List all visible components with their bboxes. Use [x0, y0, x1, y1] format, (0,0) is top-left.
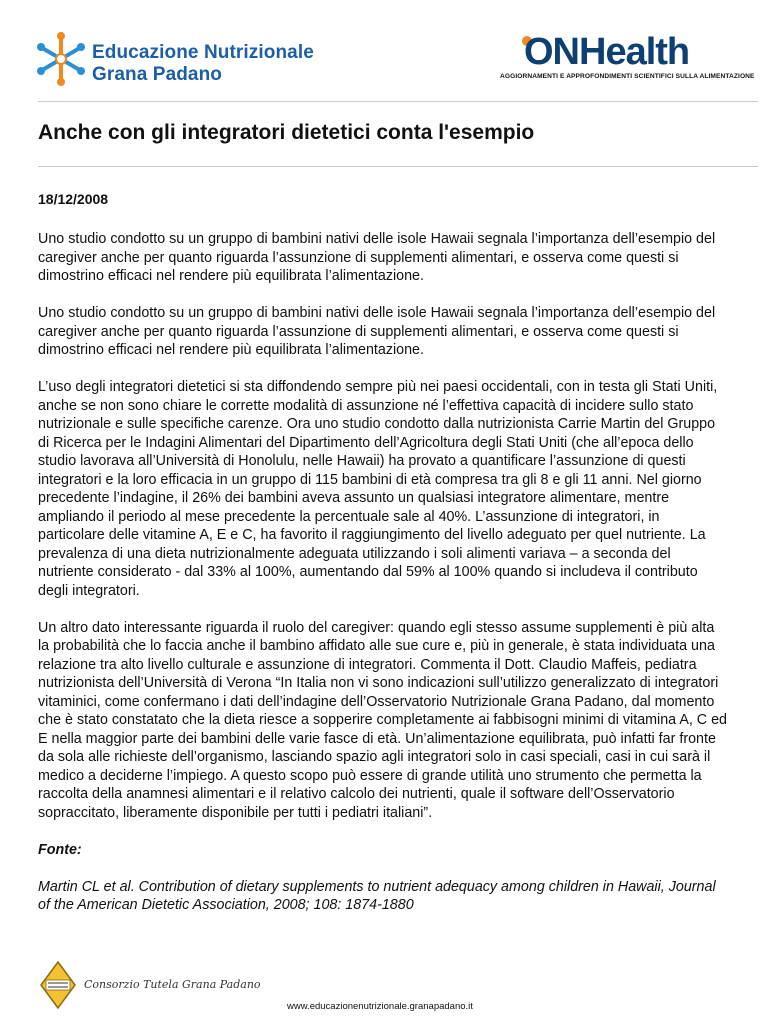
- source-label: Fonte:: [38, 841, 82, 858]
- consorzio-name: Consorzio Tutela Grana Padano: [84, 978, 261, 991]
- paragraph: L’uso degli integratori dietetici si sta diffondendo sempre più nei paesi occidentali, con in testa gli Stati Uniti, anche se non sono chiare le corrette modalità di assunzione né l’effettiva capacità di incidere sullo stato nutrizionale e sulle specifiche carenze. Ora uno studio condotto dalla nutrizionista Carrie Martin del Gruppo di Ricerca per le Indagini Alimentari del Dipartimento dell’Agricoltura degli Stati Uniti (che all’epoca dello studio lavorava all’Università di Honolulu, nelle Hawaii) ha provato a quantificare l’assunzione di questi integratori e la loro efficacia in un gruppo di 115 bambini di età compresa tra gli 8 e gli 11 anni. Nel giorno precedente l’indagine, il 26% dei bambini aveva assunto un qualsiasi integratore alimentare, mentre ampliando il periodo al mese precedente la percentuale sale al 40%. L’assunzione di integratori, in particolare delle vitamine A, E e C, ha favorito il raggiungimento del livello adeguato per quel nutriente. La prevalenza di una dieta nutrizionalmente adeguata utilizzando i soli alimenti variava – a seconda del nutriente considerato - dal 33% al 100%, aumentando dal 59% al 100% quando si includeva il contributo degli integratori.: [38, 379, 718, 599]
- paragraph: Uno studio condotto su un gruppo di bambini nativi delle isole Hawaii segnala l’importanza dell’esempio del caregiver anche per quanto riguarda l’assunzione di supplementi alimentari, e osserva come questi si dimostrino efficaci nel rendere più equilibrata l’alimentazione.: [38, 231, 716, 284]
- source-citation: Martin CL et al. Contribution of dietary supplements to nutrient adequacy among children in Hawaii, Journal of the American Dietetic Association, 2008; 108: 1874-1880: [38, 878, 716, 913]
- onhealth-on: ON: [524, 31, 579, 73]
- header: [0, 0, 769, 100]
- onhealth-tagline: AGGIORNAMENTI E APPROFONDIMENTI SCIENTIFICI SULLA ALIMENTAZIONE: [500, 73, 755, 80]
- footer-url[interactable]: www.educazionenutrizionale.granapadano.it: [287, 1001, 473, 1012]
- snowflake-people-icon: [36, 30, 86, 88]
- onhealth-health: Health: [579, 31, 690, 73]
- brand-name-line1: Educazione Nutrizionale: [92, 42, 314, 63]
- paragraph: Uno studio condotto su un gruppo di bambini nativi delle isole Hawaii segnala l’importanza dell’esempio del caregiver anche per quanto riguarda l’assunzione di supplementi alimentari, e osserva come questi si dimostrino efficaci nel rendere più equilibrata l’alimentazione.: [38, 305, 716, 358]
- title-divider: [38, 166, 758, 167]
- article-body: [38, 230, 728, 933]
- article-date: 18/12/2008: [38, 191, 109, 207]
- grana-padano-consorzio-logo[interactable]: [38, 960, 261, 1010]
- paragraph: Un altro dato interessante riguarda il ruolo del caregiver: quando egli stesso assume supplementi è più alta la probabilità che lo faccia anche il bambino affidato alle sue cure e, più in generale, è stata individuata una relazione tra alto livello culturale e assunzione di integratori. Commenta il Dott. Claudio Maffeis, pediatra nutrizionista dell’Università di Verona “In Italia non vi sono indicazioni sull’utilizzo generalizzato di integratori vitaminici, come confermano i dati dell’indagine dell’Osservatorio Nutrizionale Grana Padano, dal momento che è stato constatato che la dieta riesce a sopperire completamente ai fabbisogni minimi di vitamina A, C ed E nella maggior parte dei bambini delle varie fasce di età. Un’alimentazione equilibrata, può infatti far fronte da sola alle richieste dell’organismo, lasciando spazio agli integratori solo in casi speciali, casi in cui sarà il medico a deciderne l’impiego. A questo scopo può essere di grande utilità uno strumento che permetta la raccolta della anamnesi alimentari e il relativo calcolo dei nutrienti, quale il software dell’Osservatorio sopraccitato, liberamente disponibile per tutti i pediatri italiani”.: [38, 619, 728, 821]
- article-title: Anche con gli integratori dietetici conta l'esempio: [38, 121, 535, 144]
- header-divider: [38, 101, 758, 102]
- brand-name-line2: Grana Padano: [92, 64, 223, 85]
- onhealth-wordmark: [524, 32, 689, 72]
- onhealth-logo[interactable]: [500, 31, 755, 88]
- educazione-nutrizionale-logo[interactable]: [36, 30, 336, 90]
- grana-padano-seal-icon: [38, 960, 78, 1010]
